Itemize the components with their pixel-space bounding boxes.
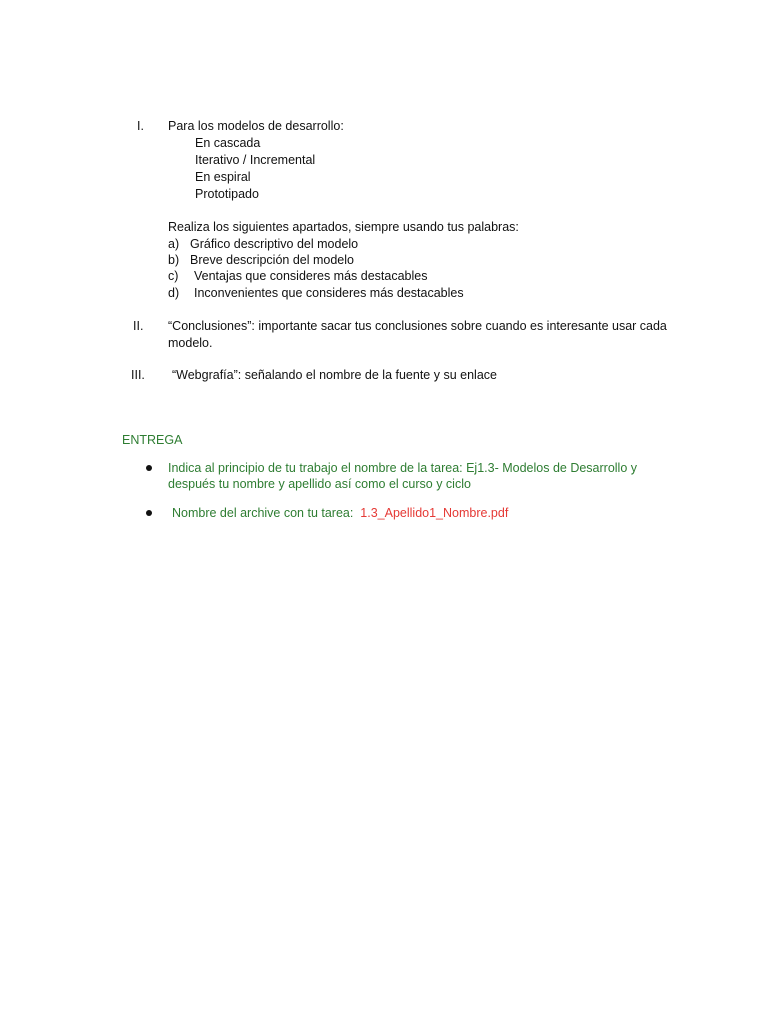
item-d-letter: d) [168,286,180,300]
item-c-text: Ventajas que consideres más destacables [194,269,428,283]
archive-filename: 1.3_Apellido1_Nombre.pdf [360,506,509,520]
entrega-heading: ENTREGA [122,433,183,447]
bullet-dot-2 [146,510,152,516]
section-1-instruction: Realiza los siguientes apartados, siempre usando tus palabras: [168,220,519,234]
item-d-text: Inconvenientes que consideres más destacables [194,286,464,300]
webgrafia-text: “Webgrafía”: señalando el nombre de la fuente y su enlace [172,368,497,382]
entrega-bullet-1-line-2: después tu nombre y apellido así como el curso y ciclo [168,477,471,491]
entrega-bullet-1-line-1: Indica al principio de tu trabajo el nombre de la tarea: Ej1.3- Modelos de Desarrollo y [168,461,638,475]
model-cascada: En cascada [195,136,261,150]
item-a-letter: a) [168,237,180,251]
item-c-letter: c) [168,269,179,283]
model-iterativo: Iterativo / Incremental [195,153,316,167]
archive-name-label: Nombre del archive con tu tarea: [172,506,354,520]
item-a-text: Gráfico descriptivo del modelo [190,237,359,251]
model-prototipado: Prototipado [195,187,259,201]
item-b-text: Breve descripción del modelo [190,253,354,267]
entrega-bullet-2 [172,505,508,522]
conclusiones-line-2: modelo. [168,336,213,350]
numeral-iii: III. [131,368,145,382]
item-b-letter: b) [168,253,180,267]
model-espiral: En espiral [195,170,251,184]
conclusiones-line-1: “Conclusiones”: importante sacar tus conclusiones sobre cuando es interesante usar cada [168,319,667,333]
bullet-dot-1 [146,465,152,471]
numeral-i: I. [137,119,144,133]
numeral-ii: II. [133,319,144,333]
section-1-intro: Para los modelos de desarrollo: [168,119,344,133]
